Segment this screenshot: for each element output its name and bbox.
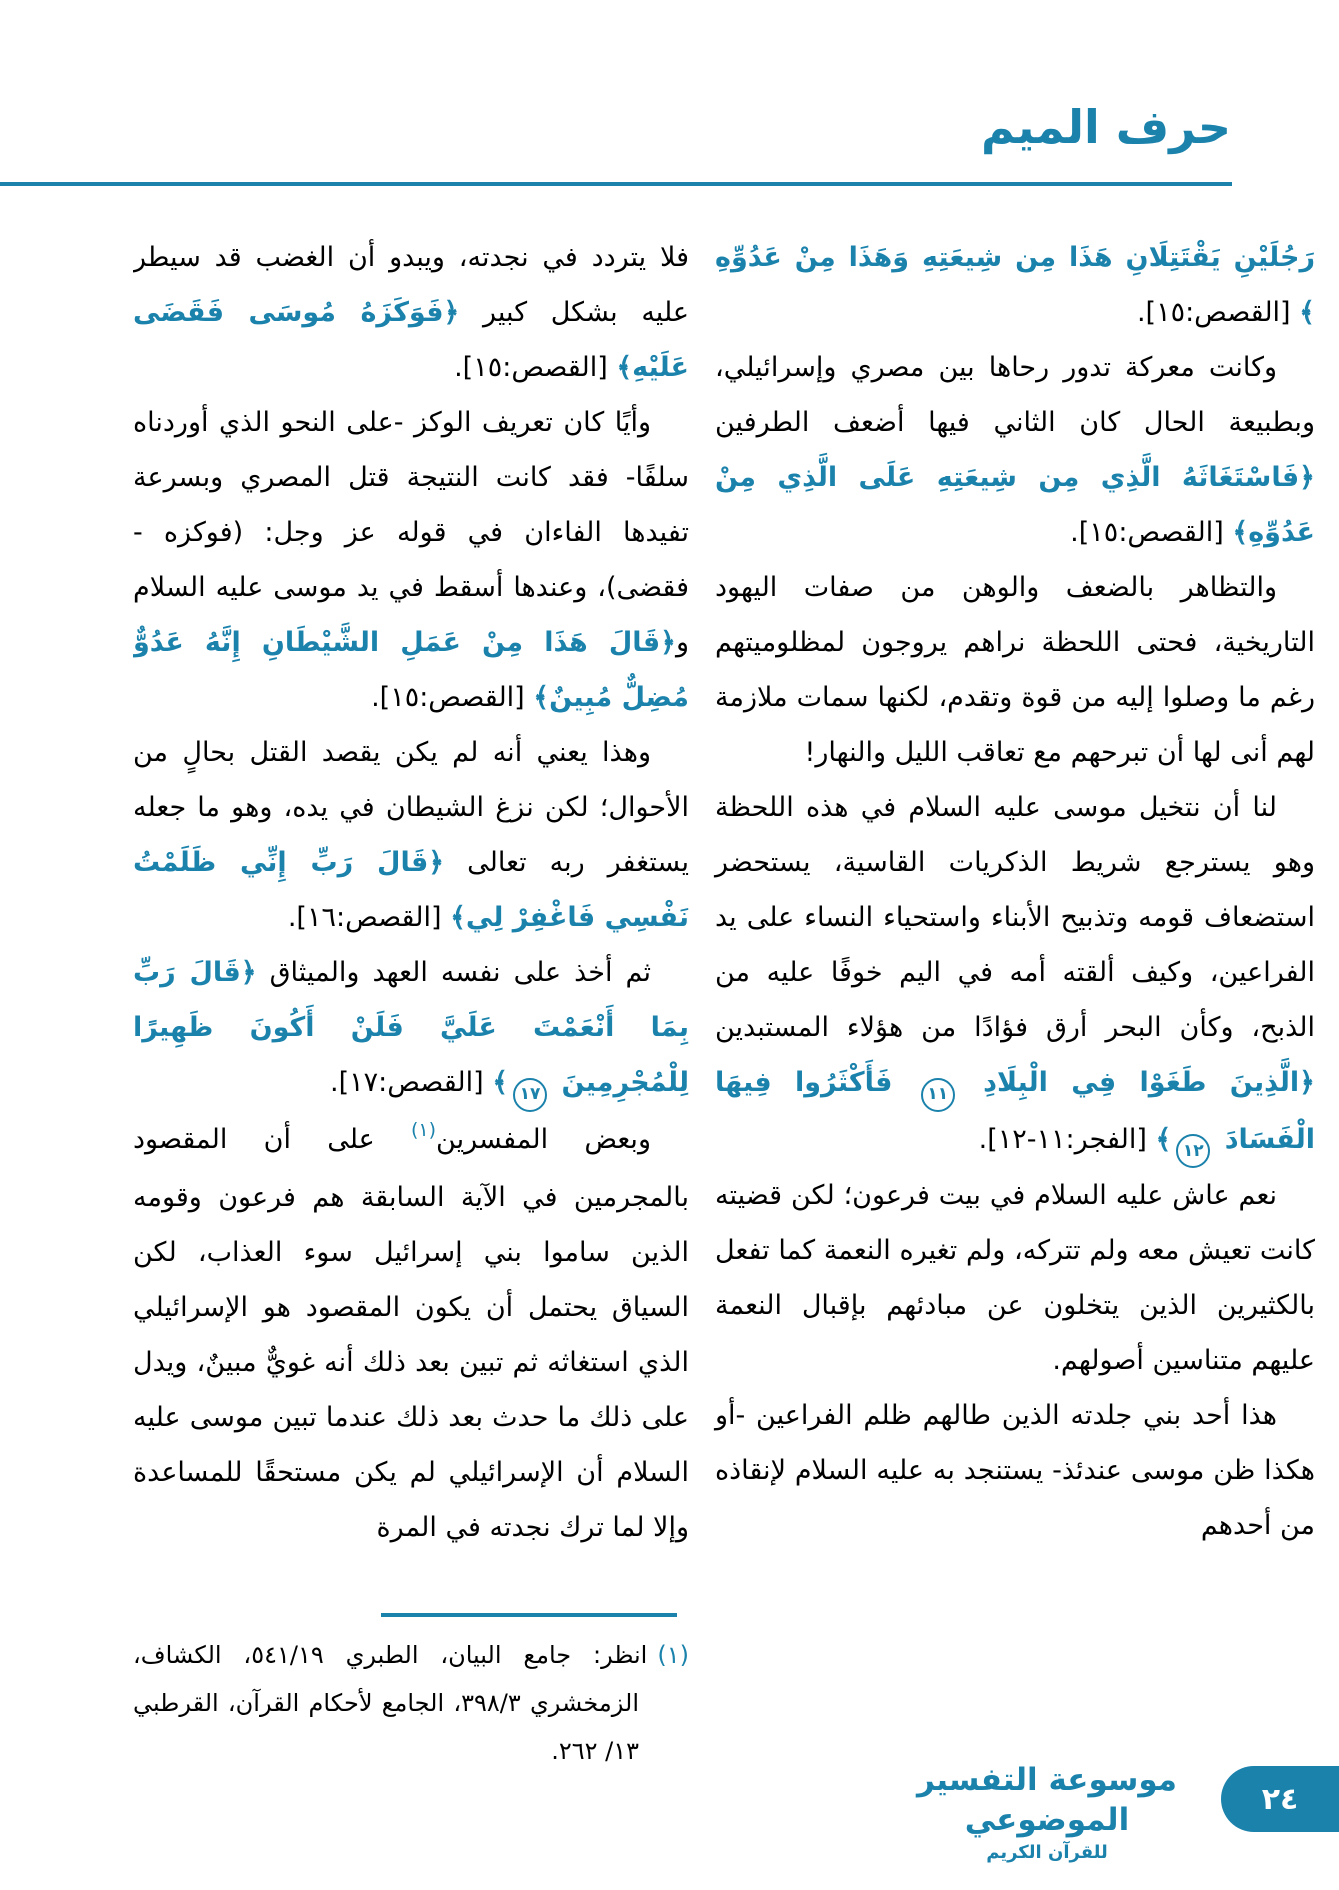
footnote-entry [133, 1631, 689, 1775]
paragraph [133, 725, 689, 945]
verse-reference: [القصص:١٧]. [329, 1067, 493, 1098]
column-left [133, 230, 689, 1775]
text-columns [133, 230, 1315, 1775]
body-text: ثم أخذ على نفسه العهد والميثاق [256, 957, 651, 988]
publisher-logo-subtitle: للقرآن الكريم [986, 1842, 1108, 1863]
paragraph [133, 945, 689, 1112]
paragraph [133, 230, 689, 395]
paragraph [715, 1168, 1315, 1388]
paragraph [715, 340, 1315, 560]
footnote-text: انظر: جامع البيان، الطبري ٥٤١/١٩، الكشاف، الزمخشري ٣٩٨/٣، الجامع لأحكام القرآن، القرطبي ١٣/ ٢٦٢. [133, 1641, 648, 1765]
body-text: نعم عاش عليه السلام في بيت فرعون؛ لكن قضيته كانت تعيش معه ولم تتركه، ولم تغيره النعمة كما تفعل بالكثيرين الذين يتخلون عن مبادئهم بإقبال النعمة عليهم متناسين أصولهم. [715, 1180, 1315, 1376]
paragraph [715, 780, 1315, 1168]
quran-verse: ﴿الَّذِينَ طَغَوْا فِي الْبِلَادِ [959, 1067, 1315, 1098]
body-text: لنا أن نتخيل موسى عليه السلام في هذه اللحظة وهو يسترجع شريط الذكريات القاسية، يستحضر استضعاف قومه وتذبيح الأبناء واستحياء النساء على يد الفراعين، وكيف ألقته أمه في اليم خوفًا عليه من الذبح، وكأن البحر أرق فؤادًا من هؤلاء المستبدين [715, 792, 1315, 1043]
paragraph [715, 560, 1315, 780]
quran-verse: رَجُلَيْنِ يَقْتَتِلَانِ هَذَا مِن شِيعَتِهِ وَهَذَا مِنْ عَدُوِّهِ ﴾ [715, 242, 1315, 328]
column-right [715, 230, 1315, 1775]
publisher-logo [913, 1760, 1181, 1866]
ayah-number-badge: ١٢ [1176, 1134, 1210, 1168]
footnote [133, 1613, 689, 1775]
footnote-separator [381, 1613, 677, 1617]
body-text: وهذا يعني أنه لم يكن يقصد القتل بحالٍ من الأحوال؛ لكن نزغ الشيطان في يده، وهو ما جعله يستغفر ربه تعالى [133, 737, 689, 878]
verse-reference: [القصص:١٥]. [454, 352, 617, 383]
body-text: على أن المقصود بالمجرمين في الآية السابقة هم فرعون وقومه الذين ساموا بني إسرائيل سوء العذاب، لكن السياق يحتمل أن يكون المقصود هو الإسرائيلي الذي استغاثه ثم تبين بعد ذلك أنه غويٌّ مبينٌ، ويدل على ذلك ما حدث بعد ذلك عندما تبين موسى عليه السلام أن الإسرائيلي لم يكن مستحقًا للمساعدة وإلا لما ترك نجدته في المرة [133, 1123, 689, 1543]
quran-verse: ﴿فَاسْتَغَاثَهُ الَّذِي مِن شِيعَتِهِ عَلَى الَّذِي مِنْ عَدُوِّهِ﴾ [715, 462, 1315, 548]
quran-verse: ﴿قَالَ هَذَا مِنْ عَمَلِ الشَّيْطَانِ إِنَّهُ عَدُوٌّ مُضِلٌّ مُبِينٌ﴾ [133, 627, 689, 713]
verse-reference: [القصص:١٥]. [1136, 297, 1300, 328]
body-text: وبعض المفسرين [436, 1123, 651, 1155]
body-text: هذا أحد بني جلدته الذين طالهم ظلم الفراعين -أو هكذا ظن موسى عندئذ- يستنجد به عليه السلام لإنقاذه من أحدهم [715, 1400, 1315, 1541]
page-number: ٢٤ [1261, 1781, 1299, 1817]
paragraph [715, 230, 1315, 340]
quran-verse: فَأَكْثَرُوا فِيهَا الْفَسَادَ [715, 1067, 1315, 1155]
paragraph [133, 395, 689, 725]
header-rule [0, 182, 1232, 186]
ayah-number-badge: ١١ [921, 1078, 955, 1112]
body-text: وأيًا كان تعريف الوكز -على النحو الذي أوردناه سلفًا- فقد كانت النتيجة قتل المصري وبسرعة تفيدها الفاءان في قوله عز وجل: (فوكزه - فقضى)، وعندها أسقط في يد موسى عليه السلام و [133, 407, 689, 658]
quran-verse: ﴿قَالَ رَبِّ بِمَا أَنْعَمْتَ عَلَيَّ فَلَنْ أَكُونَ ظَهِيرًا لِلْمُجْرِمِينَ [133, 957, 689, 1098]
section-title: حرف الميم [981, 100, 1231, 154]
ayah-number-badge: ١٧ [513, 1078, 547, 1112]
column-left-body [133, 230, 689, 1555]
page-number-badge [1221, 1766, 1339, 1832]
quran-verse: ﴿فَوَكَزَهُ مُوسَى فَقَضَى عَلَيْهِ﴾ [133, 297, 689, 383]
footnote-ref-marker: (١) [410, 1118, 437, 1141]
quran-verse: ﴾ [492, 1067, 509, 1098]
paragraph [715, 1388, 1315, 1553]
verse-reference: [القصص:١٥]. [1070, 517, 1233, 548]
body-text: والتظاهر بالضعف والوهن من صفات اليهود التاريخية، فحتى اللحظة نراهم يروجون لمظلوميتهم رغم ما وصلوا إليه من قوة وتقدم، لكنها سمات ملازمة لهم أنى لها أن تبرحهم مع تعاقب الليل والنهار! [715, 572, 1315, 768]
body-text: فلا يتردد في نجدته، ويبدو أن الغضب قد سيطر عليه بشكل كبير [133, 242, 689, 328]
verse-reference: [القصص:١٥]. [371, 682, 534, 713]
quran-verse: ﴿قَالَ رَبِّ إِنِّي ظَلَمْتُ نَفْسِي فَاغْفِرْ لِي﴾ [133, 847, 689, 933]
verse-reference: [القصص:١٦]. [287, 902, 451, 933]
quran-verse: ﴾ [1155, 1123, 1172, 1155]
publisher-logo-title: موسوعة التفسير الموضوعي [916, 1762, 1178, 1838]
paragraph [133, 1112, 689, 1555]
footnote-marker: (١) [657, 1641, 689, 1669]
verse-reference: [الفجر:١١-١٢]. [978, 1123, 1156, 1155]
body-text: وكانت معركة تدور رحاها بين مصري وإسرائيلي، وبطبيعة الحال كان الثاني فيها أضعف الطرفين [715, 352, 1315, 438]
